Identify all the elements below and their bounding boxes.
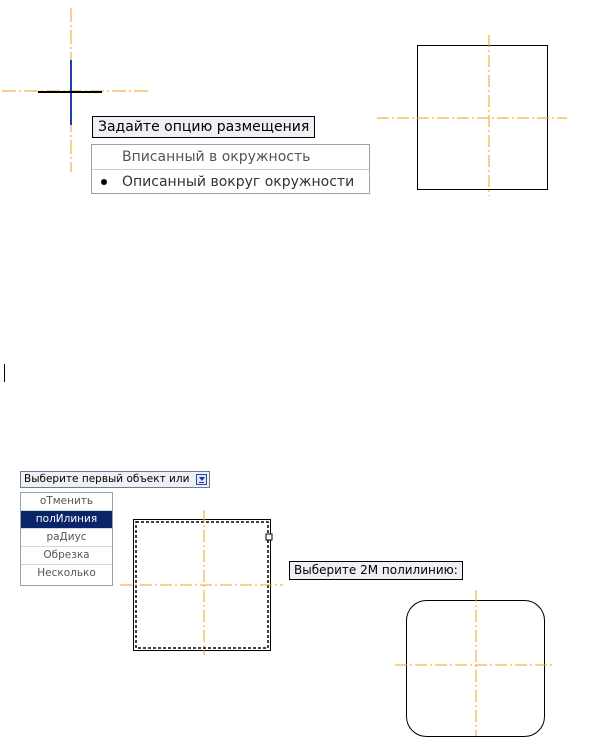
- select-first-object-label: Выберите первый объект или: [24, 473, 190, 485]
- option-polyline[interactable]: полИлиния: [21, 511, 112, 529]
- square-selected-polyline[interactable]: [120, 510, 283, 655]
- placement-option-menu: [91, 144, 370, 194]
- selected-bullet-icon: [101, 179, 107, 185]
- option-circumscribed-label: Описанный вокруг окружности: [122, 174, 355, 190]
- square-filleted: [395, 590, 553, 737]
- select-first-object-prompt: [20, 471, 210, 488]
- option-undo[interactable]: оТменить: [21, 493, 112, 511]
- option-circumscribed[interactable]: [92, 169, 369, 194]
- text-cursor: [4, 364, 5, 382]
- option-multiple[interactable]: Несколько: [37, 567, 96, 579]
- placement-option-prompt: Задайте опцию размещения: [92, 116, 315, 138]
- option-inscribed-label: Вписанный в окружность: [122, 149, 311, 165]
- option-inscribed[interactable]: [92, 145, 369, 169]
- square-circumscribed: [377, 35, 567, 196]
- download-arrow-icon[interactable]: [196, 474, 207, 485]
- fillet-option-menu: [20, 492, 113, 586]
- option-radius[interactable]: раДиус: [21, 529, 112, 547]
- select-polyline-tooltip: Выберите 2М полилинию:: [289, 561, 463, 580]
- option-trim[interactable]: Обрезка: [21, 547, 112, 565]
